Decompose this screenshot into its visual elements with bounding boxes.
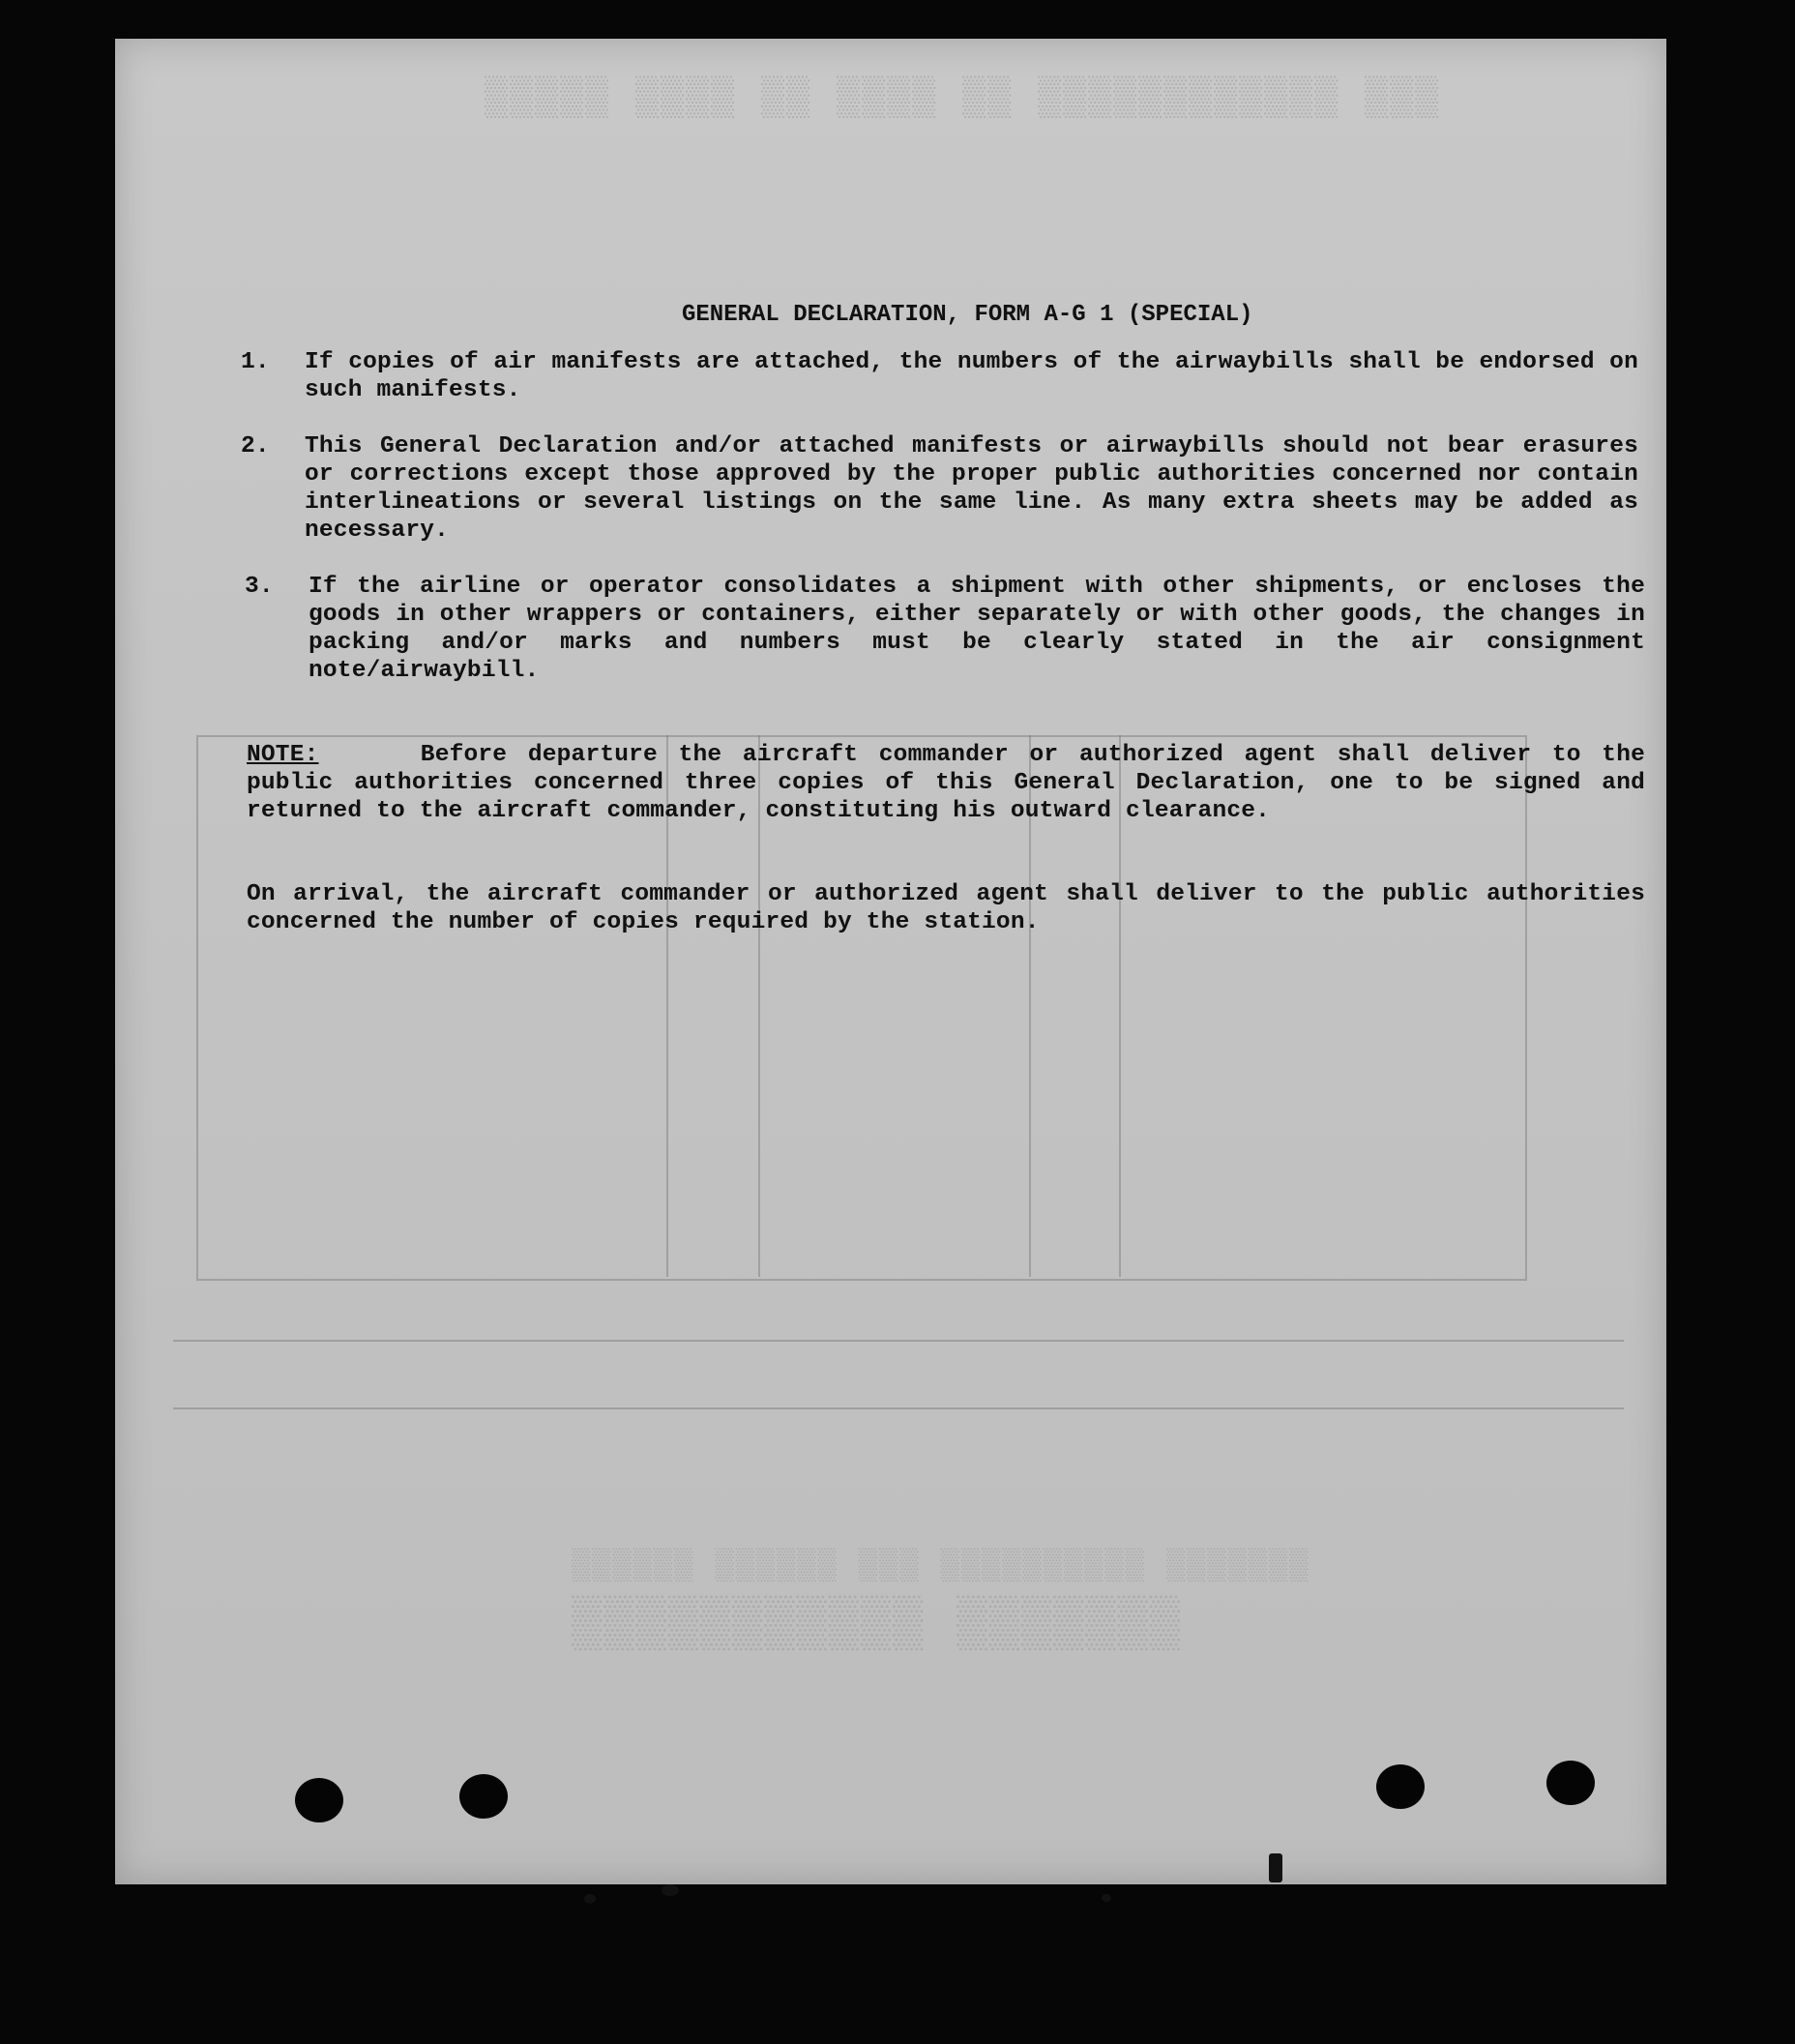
speck [662,1884,679,1896]
speck [1269,1853,1282,1882]
instruction-item-1 [241,348,1638,404]
punch-hole [1546,1761,1595,1805]
punch-hole [295,1778,343,1822]
bleed-through-heading: ▒▒▒ ▒▒▒▒▒▒▒▒▒▒▒▒ ▒▒ ▒▒▒▒ ▒▒ ▒▒▒▒ ▒▒▒▒▒ [483,77,1439,121]
bleed-through-title: ▒▒▒▒▒▒▒ ▒▒▒▒▒▒▒▒▒▒▒ [570,1596,1180,1653]
item-text: If copies of air manifests are attached, the numbers of the airwaybills shall be endorsed on such manifests. [305,349,1638,403]
bleed-through-rule [173,1407,1624,1409]
speck [1102,1894,1111,1902]
paper-sheet [115,39,1666,1884]
punch-hole [1376,1764,1425,1809]
item-number: 3. [245,574,274,600]
note-paragraph [247,741,1645,825]
bleed-through-rule [173,1340,1624,1342]
instruction-item-3 [245,573,1645,685]
item-number: 2. [241,433,270,459]
note-text: Before departure the aircraft commander or authorized agent shall deliver to the public authorities concerned three copies of this General Declaration, one to be signed and returned to the aircraft commander, constituting his outward clearance. [247,742,1645,824]
instruction-item-2 [241,432,1638,545]
note-label: NOTE: [247,742,319,768]
speck [584,1894,596,1904]
punch-hole [459,1774,508,1819]
form-title: GENERAL DECLARATION, FORM A-G 1 (SPECIAL) [682,302,1253,328]
item-text: If the airline or operator consolidates a shipment with other shipments, or encloses the goods in other wrappers or containers, either separately or with other goods, the changes in packing and/or marks and numbers must be clearly stated in the air consignment note/airwaybill. [309,574,1645,684]
arrival-text: On arrival, the aircraft commander or authorized agent shall deliver to the public authorities concerned the number of copies required by the station. [247,881,1645,935]
bleed-through-subtitle: ▒▒▒▒▒▒▒ ▒▒▒▒▒▒▒▒▒▒ ▒▒▒ ▒▒▒▒▒▒ ▒▒▒▒▒▒ [570,1548,1309,1584]
item-number: 1. [241,349,270,375]
item-text: This General Declaration and/or attached manifests or airwaybills should not bear erasures or corrections except those approved by the proper public authorities concerned nor contain interlineations or several listings on the same line. As many extra sheets may be added as necessary. [305,433,1638,544]
arrival-paragraph [247,880,1645,936]
